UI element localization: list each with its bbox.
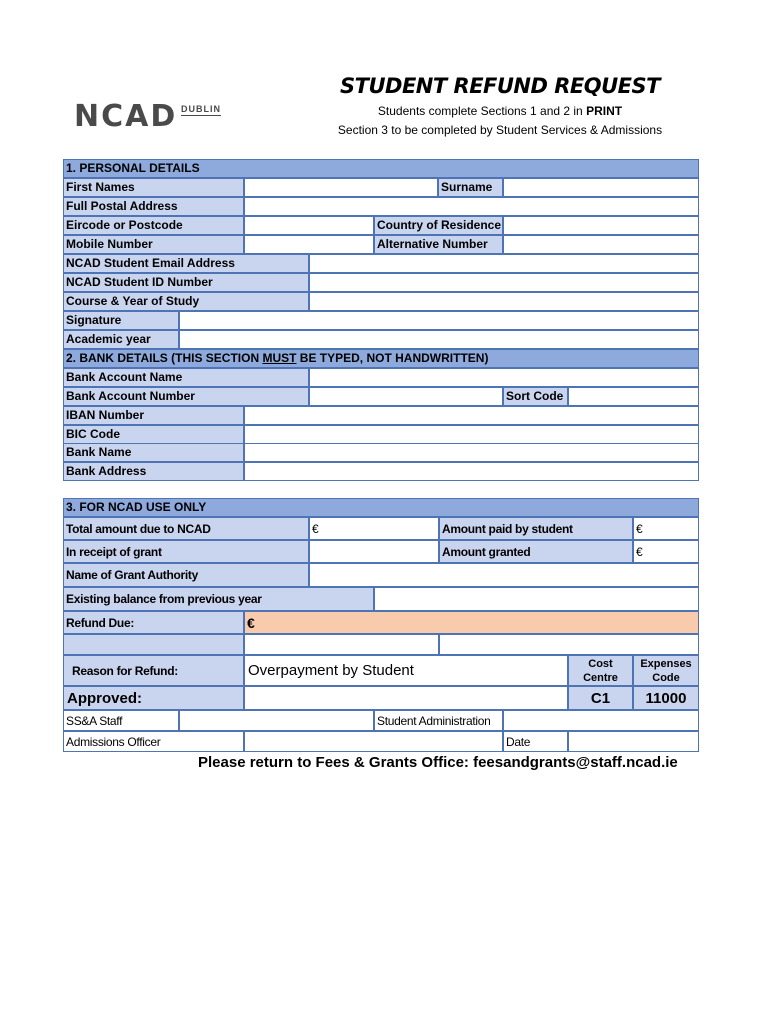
student-id-label: NCAD Student ID Number: [63, 273, 309, 292]
admissions-officer-label: Admissions Officer: [63, 731, 244, 752]
amount-granted-field[interactable]: €: [633, 540, 699, 563]
bank-account-number-label: Bank Account Number: [63, 387, 309, 406]
academic-year-label: Academic year: [63, 330, 179, 349]
alt-number-label: Alternative Number: [374, 235, 503, 254]
student-admin-label: Student Administration: [374, 710, 503, 731]
grant-authority-label: Name of Grant Authority: [63, 563, 309, 587]
instructions-line-2: Section 3 to be completed by Student Services & Admissions: [337, 123, 663, 137]
country-label: Country of Residence: [374, 216, 503, 235]
student-admin-field[interactable]: [503, 710, 699, 731]
section-1-heading: 1. PERSONAL DETAILS: [63, 159, 699, 178]
bank-account-number-field[interactable]: [309, 387, 503, 406]
bank-account-name-label: Bank Account Name: [63, 368, 309, 387]
bank-address-field[interactable]: [244, 462, 699, 481]
surname-field[interactable]: [503, 178, 699, 197]
existing-balance-field[interactable]: [374, 587, 699, 611]
surname-label: Surname: [438, 178, 503, 197]
bank-account-name-field[interactable]: [309, 368, 699, 387]
section-2-heading: 2. BANK DETAILS (THIS SECTION MUST BE TYPED, NOT HANDWRITTEN): [63, 349, 699, 368]
approved-field[interactable]: [244, 686, 568, 710]
form-title: STUDENT REFUND REQUEST: [340, 74, 660, 98]
ncad-logo: NCAD: [74, 99, 178, 134]
email-label: NCAD Student Email Address: [63, 254, 309, 273]
student-id-field[interactable]: [309, 273, 699, 292]
bank-name-label: Bank Name: [63, 443, 244, 462]
mobile-field[interactable]: [244, 235, 374, 254]
blank-field-1[interactable]: [244, 634, 439, 655]
total-due-field[interactable]: €: [309, 517, 439, 540]
refund-due-label: Refund Due:: [63, 611, 244, 634]
sort-code-label: Sort Code: [503, 387, 568, 406]
bic-label: BIC Code: [63, 425, 244, 444]
first-names-label: First Names: [63, 178, 244, 197]
reason-label: Reason for Refund:: [63, 655, 244, 686]
signature-field[interactable]: [179, 311, 699, 330]
alt-number-field[interactable]: [503, 235, 699, 254]
date-field[interactable]: [568, 731, 699, 752]
amount-paid-label: Amount paid by student: [439, 517, 633, 540]
blank-field-2[interactable]: [439, 634, 699, 655]
refund-due-field[interactable]: €: [244, 611, 699, 634]
receipt-grant-label: In receipt of grant: [63, 540, 309, 563]
admissions-officer-field[interactable]: [244, 731, 503, 752]
academic-year-field[interactable]: [179, 330, 699, 349]
reason-field[interactable]: Overpayment by Student: [244, 655, 568, 686]
eircode-label: Eircode or Postcode: [63, 216, 244, 235]
expenses-code-value: 11000: [633, 686, 699, 710]
instructions-line-1: Students complete Sections 1 and 2 in PRINT: [377, 104, 623, 118]
return-instructions: Please return to Fees & Grants Office: feesandgrants@staff.ncad.ie: [198, 754, 678, 771]
signature-label: Signature: [63, 311, 179, 330]
full-postal-address-field[interactable]: [244, 197, 699, 216]
blank-label: [63, 634, 244, 655]
bic-field[interactable]: [244, 425, 699, 444]
country-field[interactable]: [503, 216, 699, 235]
cost-centre-value: C1: [568, 686, 633, 710]
course-year-label: Course & Year of Study: [63, 292, 309, 311]
bank-name-field[interactable]: [244, 443, 699, 462]
full-postal-address-label: Full Postal Address: [63, 197, 244, 216]
bank-address-label: Bank Address: [63, 462, 244, 481]
amount-granted-label: Amount granted: [439, 540, 633, 563]
ncad-logo-dublin: DUBLIN: [181, 104, 221, 114]
expenses-code-label: Expenses Code: [633, 655, 699, 686]
email-field[interactable]: [309, 254, 699, 273]
ssa-staff-label: SS&A Staff: [63, 710, 179, 731]
grant-authority-field[interactable]: [309, 563, 699, 587]
receipt-grant-field[interactable]: [309, 540, 439, 563]
eircode-field[interactable]: [244, 216, 374, 235]
date-label: Date: [503, 731, 568, 752]
ssa-staff-field[interactable]: [179, 710, 374, 731]
amount-paid-field[interactable]: €: [633, 517, 699, 540]
cost-centre-label: Cost Centre: [568, 655, 633, 686]
existing-balance-label: Existing balance from previous year: [63, 587, 374, 611]
iban-field[interactable]: [244, 406, 699, 425]
section-3-heading: 3. FOR NCAD USE ONLY: [63, 498, 699, 517]
approved-label: Approved:: [63, 686, 244, 710]
first-names-field[interactable]: [244, 178, 438, 197]
course-year-field[interactable]: [309, 292, 699, 311]
mobile-label: Mobile Number: [63, 235, 244, 254]
iban-label: IBAN Number: [63, 406, 244, 425]
sort-code-field[interactable]: [568, 387, 699, 406]
total-due-label: Total amount due to NCAD: [63, 517, 309, 540]
